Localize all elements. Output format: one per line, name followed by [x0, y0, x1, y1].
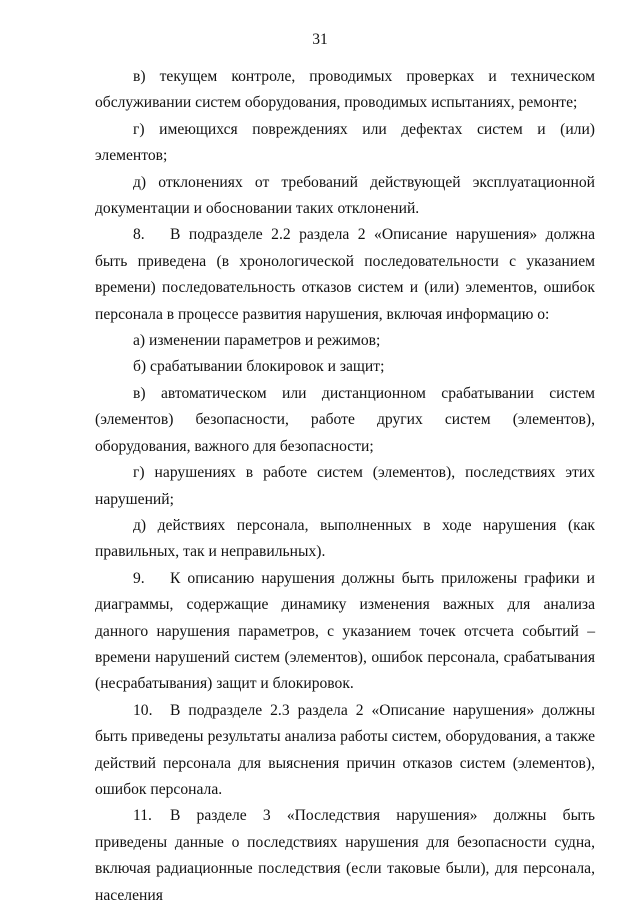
paragraph-g-violations	[95, 460, 595, 513]
paragraph-number: 10.	[133, 701, 153, 719]
paragraph-text: д) отклонениях от требований действующей эксплуатационной документации и обосновании таких отклонений.	[95, 173, 595, 218]
paragraph-text: К описанию нарушения должны быть приложены графики и диаграммы, содержащие динамику изменения важных для анализа данного нарушения параметров, с указанием точек отсчета событий – времени нарушений систем (элементов), ошибок персонала, срабатывания (несрабатывания) защит и блокировок.	[95, 569, 595, 693]
paragraph-b-interlocks	[95, 354, 595, 380]
paragraph-text: г) имеющихся повреждениях или дефектах систем и (или) элементов;	[95, 120, 595, 165]
paragraph-text: В разделе 3 «Последствия нарушения» должны быть приведены данные о последствиях нарушения для безопасности судна, включая радиационные последствия (если таковые были), для персонала, населения	[95, 807, 595, 904]
paragraph-g-damages	[95, 117, 595, 170]
paragraph-number: 11.	[133, 807, 152, 825]
paragraph-9	[95, 566, 595, 698]
paragraph-v-automatic	[95, 381, 595, 460]
paragraph-text: б) срабатывании блокировок и защит;	[133, 358, 385, 376]
paragraph-text: в) автоматическом или дистанционном срабатывании систем (элементов) безопасности, работе других систем (элементов), оборудования, важного для безопасности;	[95, 384, 595, 455]
document-body	[95, 64, 595, 909]
paragraph-d-deviations	[95, 170, 595, 223]
paragraph-text: в) текущем контроле, проводимых проверках и техническом обслуживании систем оборудования, проводимых испытаниях, ремонте;	[95, 68, 595, 112]
paragraph-a-parameters	[95, 328, 595, 354]
paragraph-text: д) действиях персонала, выполненных в ходе нарушения (как правильных, так и неправильных).	[95, 516, 595, 561]
paragraph-8	[95, 222, 595, 328]
paragraph-number: 9.	[133, 569, 145, 587]
paragraph-number: 8.	[133, 226, 145, 244]
paragraph-10	[95, 698, 595, 804]
paragraph-text: г) нарушениях в работе систем (элементов), последствиях этих нарушений;	[95, 464, 595, 508]
paragraph-text: а) изменении параметров и режимов;	[133, 332, 381, 350]
paragraph-v-current-control	[95, 64, 595, 117]
paragraph-11	[95, 803, 595, 909]
page-number: 31	[312, 31, 328, 48]
paragraph-d-personnel-actions	[95, 513, 595, 566]
paragraph-text: В подразделе 2.3 раздела 2 «Описание нарушения» должны быть приведены результаты анализа работы систем, оборудования, а также действий персонала для выяснения причин отказов систем (элементов), ошибок персонала.	[95, 701, 595, 798]
paragraph-text: В подразделе 2.2 раздела 2 «Описание нарушения» должна быть приведена (в хронологической последовательности с указанием времени) последовательность отказов систем и (или) элементов, ошибок персонала в процессе развития нарушения, включая информацию о:	[95, 226, 595, 323]
